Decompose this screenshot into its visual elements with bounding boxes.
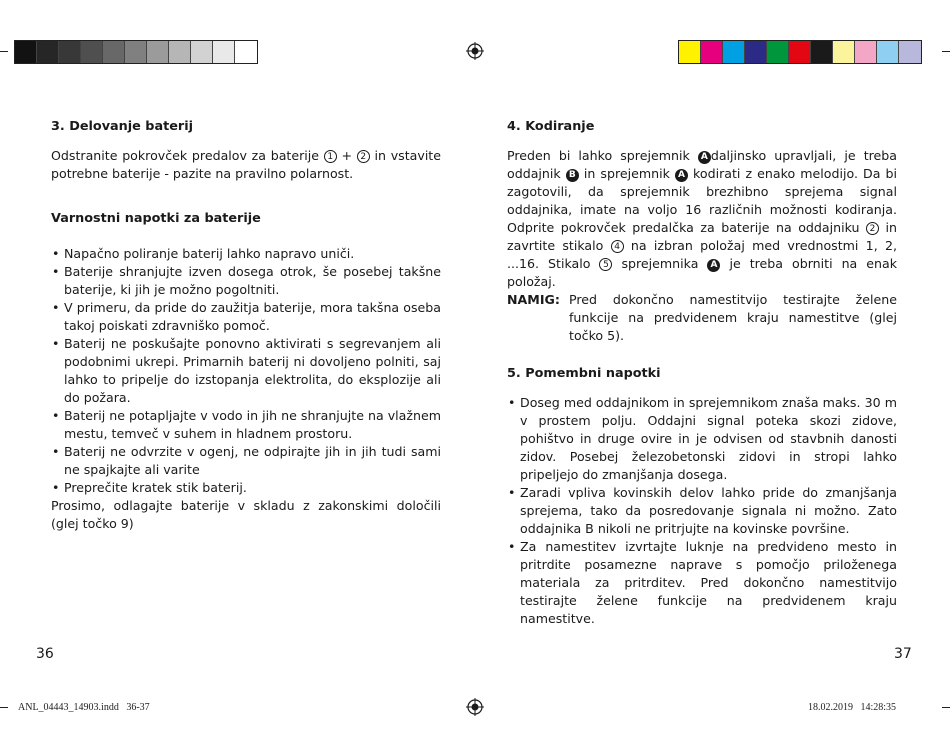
circled-number-1: 1 [324, 150, 337, 163]
color-swatch [745, 41, 767, 63]
list-item: • Za namestitev izvrtajte luknje na predvideno mesto in pritrdite posamezne naprave s pomočjo priloženega materiala za pritrditev. Pred dokončno namestitvijo testirajte želene funkcije na predvidenem kraju namestitve. [507, 538, 897, 628]
color-swatch [811, 41, 833, 63]
color-swatch [899, 41, 921, 63]
crop-mark [942, 51, 950, 52]
section-4-paragraph: Preden bi lahko sprejemnik A daljinsko upravljali, je treba oddajnik B in sprejemnik A kodirati z enako melodijo. Da bi zagotovili, da sprejemnik brezhibno sprejema signal oddajnika, imate na voljo 16 različnih možnosti kodiranja. Odprite pokrovček predalčka za baterije na oddajniku 2 in zavrtite stikalo 4 na izbran položaj med vrednostmi 1, 2, ...16. Stikalo 5 sprejemnika A je treba obrniti na enak položaj. [507, 148, 898, 289]
left-column [51, 118, 441, 533]
list-item: • Napačno poliranje baterij lahko napravo uniči. [51, 245, 441, 263]
registration-mark-icon [466, 42, 484, 60]
note-label: NAMIG: [507, 292, 560, 307]
section-4-title: 4. Kodiranje [507, 119, 595, 134]
crop-mark [0, 707, 8, 708]
page-number-left: 36 [36, 646, 54, 662]
color-swatch [103, 41, 125, 63]
letter-a-badge: A [698, 151, 711, 164]
registration-mark-icon [466, 698, 484, 716]
color-swatch [235, 41, 257, 63]
note-text: Pred dokončno namestitvijo testirajte želene funkcije na predvidenem kraju namestitve (glej točko 5). [569, 292, 897, 343]
color-swatch [701, 41, 723, 63]
letter-a-badge: A [707, 259, 720, 272]
color-swatch [877, 41, 899, 63]
circled-number-2: 2 [866, 222, 879, 235]
slug-file: ANL_04443_14903.indd 36-37 [18, 702, 150, 713]
list-item: • Preprečite kratek stik baterij. [51, 479, 441, 497]
color-swatch [59, 41, 81, 63]
section-3-title: 3. Delovanje baterij [51, 119, 193, 134]
section-5-title: 5. Pomembni napotki [507, 366, 661, 381]
color-swatch [147, 41, 169, 63]
color-swatch [213, 41, 235, 63]
important-list [507, 394, 897, 628]
right-column [507, 118, 897, 628]
list-item: • Baterij ne odvrzite v ogenj, ne odpirajte jih in jih tudi sami ne spajkajte ali varite [51, 443, 441, 479]
gray-swatch-bar [14, 40, 258, 64]
color-swatch [833, 41, 855, 63]
color-swatch-bar [678, 40, 922, 64]
safety-title: Varnostni napotki za baterije [51, 211, 261, 226]
letter-a-badge: A [675, 169, 688, 182]
safety-list [51, 245, 441, 497]
color-swatch [767, 41, 789, 63]
color-swatch [125, 41, 147, 63]
list-item: • Zaradi vpliva kovinskih delov lahko pride do zmanjšanja sprejema, tako da posredovanje signala ni možno. Zato oddajnika B nikoli ne pritrjujte na kovinske površine. [507, 484, 897, 538]
section-3-paragraph: Odstranite pokrovček predalov za baterije 1 + 2 in vstavite potrebne baterije - pazite na pravilno polarnost. [51, 148, 441, 181]
list-item: • V primeru, da pride do zaužitja baterije, mora takšna oseba takoj poiskati zdravniško pomoč. [51, 299, 441, 335]
list-item: • Baterije shranjujte izven dosega otrok, še posebej takšne baterije, ki jih je možno pogoltniti. [51, 263, 441, 299]
circled-number-4: 4 [611, 240, 624, 253]
circled-number-2: 2 [357, 150, 370, 163]
circled-number-5: 5 [599, 258, 612, 271]
page-number-right: 37 [894, 646, 912, 662]
closing-line-1: Prosimo, odlagajte baterije v skladu z zakonskimi določili [51, 498, 441, 513]
color-swatch [37, 41, 59, 63]
color-swatch [679, 41, 701, 63]
list-item: • Doseg med oddajnikom in sprejemnikom znaša maks. 30 m v prostem polju. Oddajni signal poteka skozi zidove, pohištvo in druge ovire in je odvisen od stavbnih danosti zidov. Posebej železobetonski zidovi in stropi lahko pripeljejo do zmanjšanja dosega. [507, 394, 897, 484]
closing-line-2: (glej točko 9) [51, 516, 134, 531]
color-swatch [81, 41, 103, 63]
color-swatch [723, 41, 745, 63]
letter-b-badge: B [566, 169, 579, 182]
color-swatch [169, 41, 191, 63]
crop-mark [942, 707, 950, 708]
crop-mark [0, 51, 8, 52]
note [507, 291, 897, 345]
slug-datetime: 18.02.2019 14:28:35 [808, 702, 897, 713]
color-swatch [855, 41, 877, 63]
list-item: • Baterij ne poskušajte ponovno aktivirati s segrevanjem ali podobnimi ukrepi. Primarnih baterij ni dovoljeno polniti, saj lahko to pripelje do izstopanja elektrolita, do eksplozije ali do požara. [51, 335, 441, 407]
list-item: • Baterij ne potapljajte v vodo in jih ne shranjujte na vlažnem mestu, temveč v suhem in hladnem prostoru. [51, 407, 441, 443]
color-swatch [191, 41, 213, 63]
color-swatch [789, 41, 811, 63]
color-swatch [15, 41, 37, 63]
